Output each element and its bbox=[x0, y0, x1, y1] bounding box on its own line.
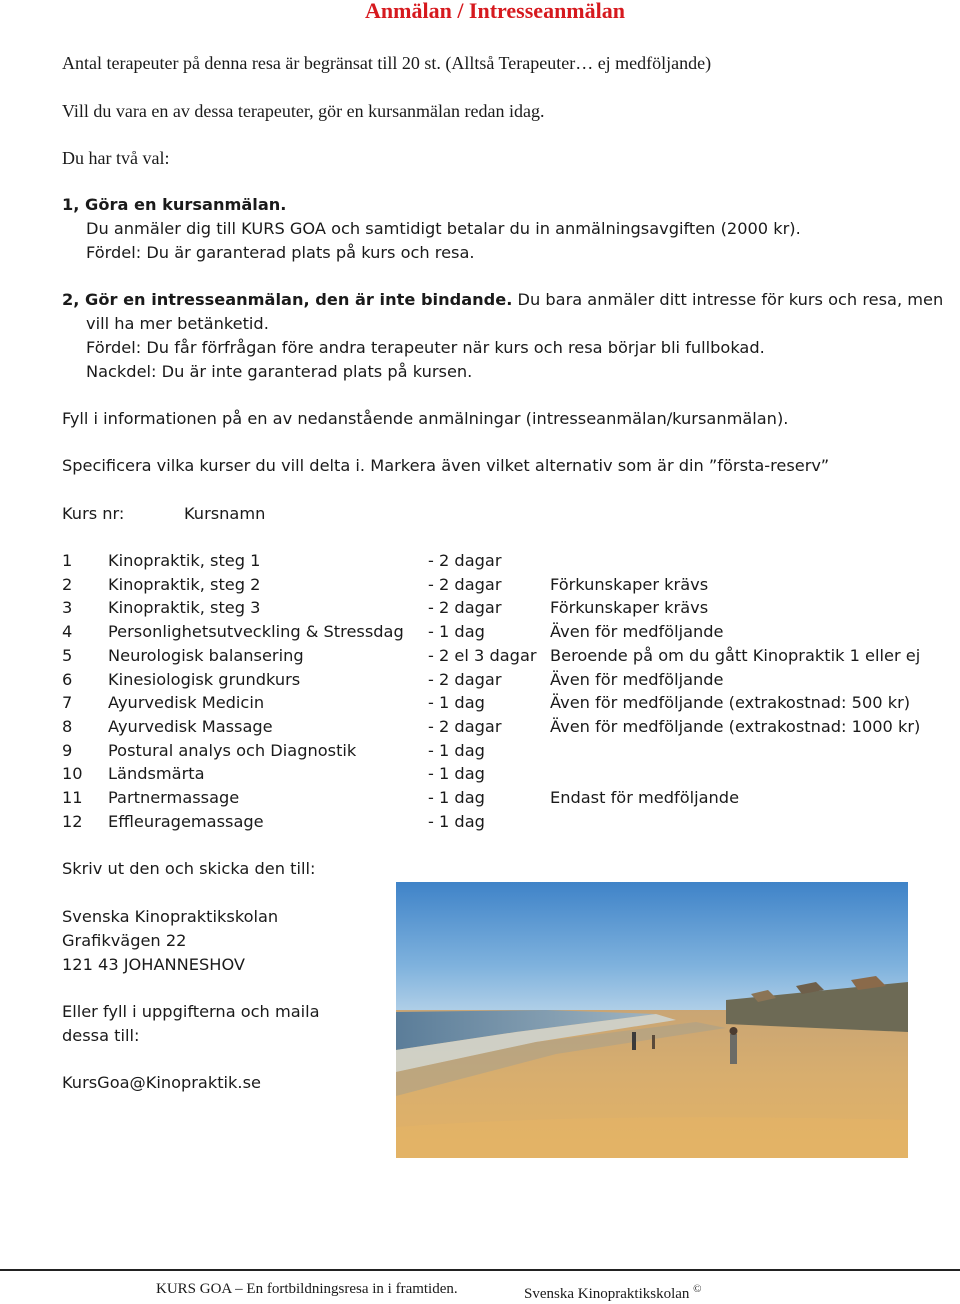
course-note: Även för medföljande bbox=[550, 622, 724, 642]
course-row bbox=[0, 596, 960, 620]
course-duration: - 1 dag bbox=[428, 693, 485, 713]
intro-line-3: Du har två val: bbox=[62, 148, 170, 168]
course-header-nr: Kurs nr: bbox=[62, 504, 125, 523]
option2-heading: 2, Gör en intresseanmälan, den är inte bindande. bbox=[62, 290, 513, 309]
option2-first-line bbox=[62, 288, 943, 312]
course-row bbox=[0, 549, 960, 573]
course-name: Ayurvedisk Massage bbox=[108, 716, 273, 736]
course-name: Postural analys och Diagnostik bbox=[108, 740, 357, 760]
course-note: Även för medföljande bbox=[550, 669, 724, 689]
course-number: 3 bbox=[62, 598, 73, 618]
course-row bbox=[0, 668, 960, 692]
course-number: 7 bbox=[62, 693, 73, 713]
course-name: Kinesiologisk grundkurs bbox=[108, 669, 301, 689]
send-heading: Skriv ut den och skicka den till: bbox=[62, 859, 316, 878]
footer-right-text bbox=[524, 1279, 702, 1304]
course-duration: - 2 dagar bbox=[428, 716, 502, 736]
option2-line-1: Du bara anmäler ditt intresse för kurs och resa, men bbox=[512, 290, 944, 309]
copyright-symbol: © bbox=[693, 1283, 702, 1295]
email-address[interactable]: KursGoa@Kinopraktik.se bbox=[62, 1073, 261, 1092]
fill-instruction: Fyll i informationen på en av nedanstående anmälningar (intresseanmälan/kursanmälan). bbox=[62, 409, 789, 428]
course-row bbox=[0, 691, 960, 715]
course-row bbox=[0, 715, 960, 739]
course-duration: - 2 dagar bbox=[428, 598, 502, 618]
course-note: Även för medföljande (extrakostnad: 1000 kr) bbox=[550, 716, 921, 736]
course-duration: - 1 dag bbox=[428, 811, 485, 831]
intro-line-1: Antal terapeuter på denna resa är begränsat till 20 st. (Alltså Terapeuter… ej medföljande) bbox=[62, 53, 712, 73]
course-number: 8 bbox=[62, 716, 73, 736]
course-row bbox=[0, 762, 960, 786]
course-row bbox=[0, 786, 960, 810]
course-number: 1 bbox=[62, 551, 73, 570]
course-row bbox=[0, 644, 960, 668]
course-number: 10 bbox=[62, 764, 83, 784]
course-header-name: Kursnamn bbox=[184, 504, 266, 523]
footer-school-name: Svenska Kinopraktikskolan bbox=[524, 1286, 690, 1302]
course-duration: - 1 dag bbox=[428, 622, 485, 642]
address-line-2: Grafikvägen 22 bbox=[62, 931, 187, 950]
course-row bbox=[0, 739, 960, 763]
email-intro-line-1: Eller fyll i uppgifterna och maila bbox=[62, 1002, 320, 1021]
course-row bbox=[0, 573, 960, 597]
course-name: Ländsmärta bbox=[108, 764, 205, 784]
course-duration: - 2 el 3 dagar bbox=[428, 645, 537, 665]
address-line-1: Svenska Kinopraktikskolan bbox=[62, 907, 279, 926]
course-name: Kinopraktik, steg 3 bbox=[108, 598, 261, 618]
page-title: Anmälan / Intresseanmälan bbox=[365, 0, 625, 23]
option2-line-3: Fördel: Du får förfrågan före andra terapeuter när kurs och resa börjar bli fullbokad. bbox=[86, 338, 765, 357]
specify-instruction: Specificera vilka kurser du vill delta i. Markera även vilket alternativ som är din ”första-reserv” bbox=[62, 456, 830, 475]
course-note: Förkunskaper krävs bbox=[550, 574, 709, 594]
course-row bbox=[0, 620, 960, 644]
option2-line-2: vill ha mer betänketid. bbox=[86, 314, 269, 333]
beach-photo bbox=[396, 882, 908, 1158]
course-duration: - 1 dag bbox=[428, 740, 485, 760]
course-note: Endast för medföljande bbox=[550, 788, 740, 807]
footer-left-text: KURS GOA – En fortbildningsresa in i framtiden. bbox=[156, 1281, 458, 1297]
course-number: 4 bbox=[62, 622, 73, 642]
course-number: 12 bbox=[62, 811, 83, 831]
course-duration: - 1 dag bbox=[428, 764, 485, 784]
footer-divider bbox=[0, 1269, 960, 1271]
course-note: Beroende på om du gått Kinopraktik 1 eller ej bbox=[550, 645, 921, 665]
course-row bbox=[0, 810, 960, 834]
course-note: Även för medföljande (extrakostnad: 500 kr) bbox=[550, 693, 911, 713]
option2-line-4: Nackdel: Du är inte garanterad plats på kursen. bbox=[86, 362, 473, 381]
course-name: Effleuragemassage bbox=[108, 811, 264, 831]
course-name: Kinopraktik, steg 1 bbox=[108, 551, 261, 570]
course-duration: - 2 dagar bbox=[428, 551, 502, 570]
course-number: 9 bbox=[62, 740, 73, 760]
course-number: 2 bbox=[62, 574, 73, 594]
address-line-3: 121 43 JOHANNESHOV bbox=[62, 955, 245, 974]
course-number: 5 bbox=[62, 645, 73, 665]
course-duration: - 2 dagar bbox=[428, 669, 502, 689]
course-name: Ayurvedisk Medicin bbox=[108, 693, 265, 713]
course-name: Partnermassage bbox=[108, 788, 240, 807]
course-name: Personlighetsutveckling & Stressdag bbox=[108, 622, 404, 642]
course-number: 11 bbox=[62, 788, 83, 807]
option1-line-1: Du anmäler dig till KURS GOA och samtidigt betalar du in anmälningsavgiften (2000 kr). bbox=[86, 219, 801, 238]
course-name: Kinopraktik, steg 2 bbox=[108, 574, 261, 594]
course-number: 6 bbox=[62, 669, 73, 689]
course-duration: - 2 dagar bbox=[428, 574, 502, 594]
course-duration: - 1 dag bbox=[428, 788, 485, 807]
course-note: Förkunskaper krävs bbox=[550, 598, 709, 618]
email-intro-line-2: dessa till: bbox=[62, 1026, 140, 1045]
intro-line-2: Vill du vara en av dessa terapeuter, gör en kursanmälan redan idag. bbox=[62, 101, 545, 121]
course-name: Neurologisk balansering bbox=[108, 645, 304, 665]
option1-line-2: Fördel: Du är garanterad plats på kurs och resa. bbox=[86, 243, 475, 262]
option1-heading: 1, Göra en kursanmälan. bbox=[62, 195, 287, 214]
